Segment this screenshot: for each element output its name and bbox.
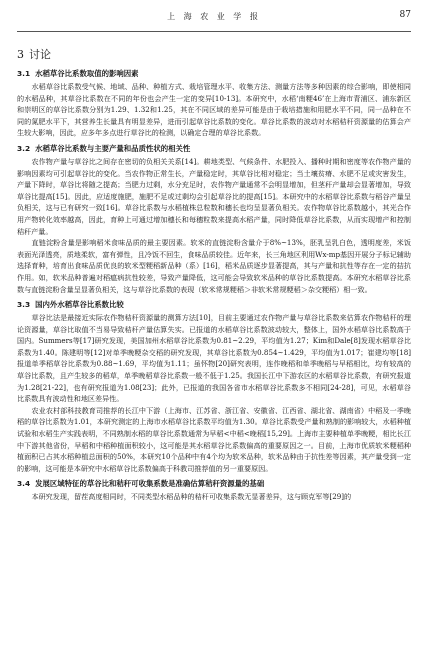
body-paragraph: 直链淀粉含量是影响稻米食味品质的最主要因素。软米的直链淀粉含量介于8%~13%，胚乳呈乳白色，透明度差，米饭表面光泽透亮，质地柔软，富有弹性，且冷饭不回生，食味品质较佳。近年来，长三角地区利用Wx-mp基因开展分子标记辅助选择育种，培育出食味品质优良的软米型粳稻新品种（系）[16]，稻米品质逐步显著提高，其与产量和抗性等存在一定的拮抗作用。如，软米品种普遍对稻瘟病抗性较差，导致产量降低，这可能会导致软米品种的草谷比系数提高。本研究水稻草谷比系数与直链淀粉含量呈显著负相关，这与草谷比系数的表现（软米常规粳稻＞非软米常规粳稻＞杂交粳稻）相一致。 xyxy=(17,238,411,294)
journal-name: 上 海 农 业 学 报 xyxy=(167,12,261,21)
subsection-title: 水稻草谷比系数与主要产量和品质性状的相关性 xyxy=(35,143,191,153)
subsection-number: 3.4 xyxy=(17,479,31,489)
section-title: 讨论 xyxy=(29,48,51,61)
body-paragraph: 水稻草谷比系数受气候、地域、品种、种植方式、栽培管理水平、收集方法、测量方法等多种因素的综合影响，即使相同的水稻品种，其草谷比系数在不同的年份也会产生一定的变异[10-13]。本研究中，水稻‘南粳46’在上海市青浦区、浦东新区和崇明区的草谷比系数分别为1.29、1.32和1.25，其在不同区域的差异可能是由于栽培措施和用肥水平不同，同一品种在不同的氮肥水平下，其营养生长量具有明显差异，进而引起草谷比系数的变化。草谷比系数的波动对水稻秸秆资源量的估算会产生较大影响，因此，应多年多点进行草谷比的检测，以确定合理的草谷比系数。 xyxy=(17,82,411,138)
subsection-heading-3-4 xyxy=(17,478,411,489)
subsection-number: 3.3 xyxy=(17,300,31,310)
subsection-title: 发展区域特征的草谷比和秸秆可收集系数是准确估算秸秆资源量的基础 xyxy=(35,479,265,489)
body-paragraph: 农业农村部科技教育司推荐的长江中下游（上海市、江苏省、浙江省、安徽省、江西省、湖北省、湖南省）中稻及一季晚稻的草谷比系数为1.01，本研究测定的上海市水稻草谷比系数平均值为1.30。草谷比系数受产量和熟制的影响较大，水稻种植试验和水稻生产实践表明，不同熟制水稻的草谷比系数通常为早稻<中稻<晚稻[15,29]。上海市主要种植单季晚粳，相比长江中下游其他省份，早稻和中稻种植面积较小，这可能是其水稻草谷比系数偏高的重要原因之一。目前，上海市优质软米粳稻种植面积已占其水稻种植总面积的50%，本研究10个品种中有4个均为软米品种，软米品种由于抗性差等因素，其产量受到一定的影响，这可能是本研究中水稻草谷比系数偏高于科教司推荐值的另一重要原因。 xyxy=(17,405,411,473)
running-header xyxy=(17,0,411,32)
section-heading xyxy=(17,46,411,62)
subsection-heading-3-3 xyxy=(17,299,411,310)
page-number: 87 xyxy=(399,10,411,20)
body-paragraph: 农作物产量与草谷比之间存在密切的负相关关系[14]。耕地类型、气候条件、水肥投入、播种时期和密度等农作物产量的影响因素均可引起草谷比的变化。当农作物正常生长，产量稳定时，其草谷比相对稳定；当土壤贫瘠、水肥不足或灾害发生，产量下降时，草谷比将随之提高；当肥力过剩，水分充足时，农作物产量通常不会明显增加，但茎秆产量却会显著增加，导致草谷比提高[15]。因此，应适度施肥，施肥不足或过剩均会引起草谷比的提高[15]。本研究中的水稻草谷比系数与稻谷产量呈负相关，这与已有研究一致[16]。草谷比系数与水稻植株总粒数和穗长也均呈显著负相关。农作物草谷比系数越小，其光合作用产物转化效率越高，因此，育种上可通过增加穗长和每穗粒数来提高水稻产量，同时降低草谷比系数，从而实现增产和控制秸秆产量。 xyxy=(17,156,411,236)
subsection-title: 水稻草谷比系数取值的影响因素 xyxy=(35,69,139,78)
subsection-number: 3.2 xyxy=(17,143,31,153)
subsection-heading-3-1 xyxy=(17,68,411,79)
subsection-title: 国内外水稻草谷比系数比较 xyxy=(35,300,124,310)
subsection-number: 3.1 xyxy=(17,69,31,78)
body-paragraph: 本研究发现，留茬高度相同时，不同类型水稻品种的秸秆可收集系数无显著差异，这与顾克军等[29]的 xyxy=(31,492,352,502)
section-number: 3 xyxy=(17,48,24,61)
subsection-heading-3-2 xyxy=(17,143,411,154)
body-paragraph: 草谷比法是最接近实际农作物秸秆资源量的测算方法[10]，目前主要通过农作物产量与草谷比系数来估算农作物秸秆的理论资源量，草谷比取值不当易导致秸秆产量估算失实。已报道的水稻草谷比系数波动较大，整体上，国外水稻草谷比系数高于国内。Summers等[17]研究发现，美国加州水稻草谷比系数为0.81~2.29，平均值为1.27；Kim和Dale[8]发现水稻草谷比系数为1.40。陈建明等[12]对单季晚粳杂交稻的研究发现，其草谷比系数为0.854~1.429，平均值为1.017；崔建均等[18]报道单季稻草谷比系数为0.88~1.69，平均值为1.11；虽怀物[20]研究表明，连作晚稻和单季晚稻与早稻相比，均有较高的草谷比系数，且产生较多的稻草，单季晚稻草谷比系数一般不低于1.25。我国长江中下游农区的水稻草谷比系数，有研究报道为1.28[21-22]，也有研究报道为1.08[23]；此外，已报道的我国各省市水稻草谷比系数多不相同[24-28]，可见，水稻草谷比系数具有波动性和地区差异性。 xyxy=(17,313,411,404)
